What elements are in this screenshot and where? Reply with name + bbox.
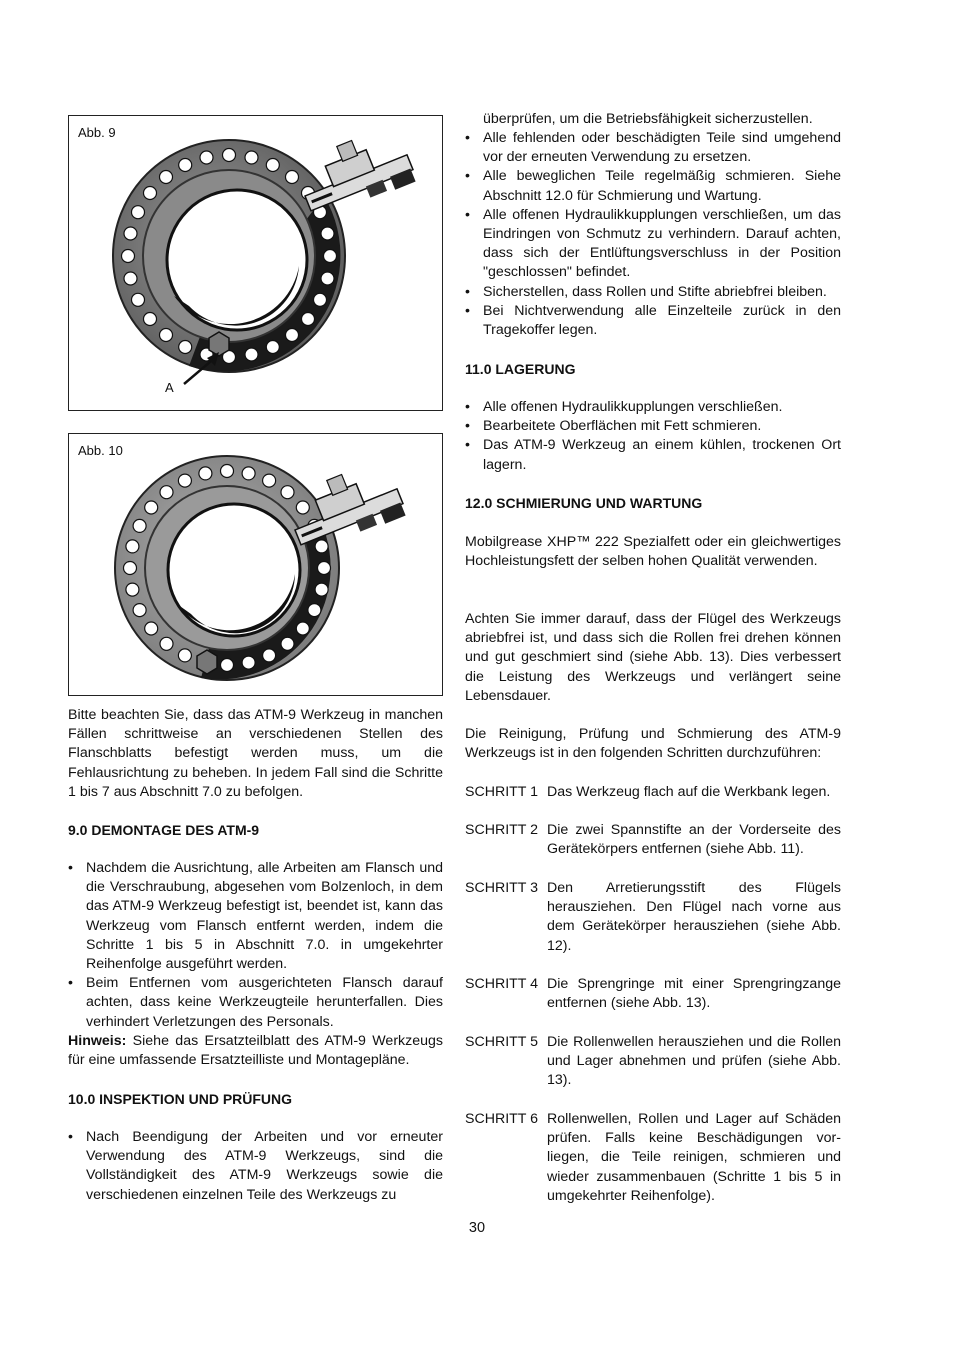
- list-item: • Das ATM-9 Werkzeug an einem kühlen, trockenen Ort lagern.: [465, 436, 841, 474]
- bolt-hole: [286, 329, 299, 342]
- step-text: Die Rollenwellen herausziehen und die Rollen und Lager abnehmen und prüfen (siehe Abb. 13).: [547, 1034, 841, 1089]
- step-5: [465, 1033, 841, 1091]
- section-9-bullets: [68, 859, 443, 1032]
- bolt-hole: [318, 562, 331, 575]
- bolt-hole: [178, 474, 191, 487]
- step-text: Den Arretierungsstift des Flügels herausziehen. Den Flügel nach vorne aus dem Gerätekörper herausziehen (siehe Abb. 12).: [547, 880, 841, 954]
- bolt-hole: [281, 486, 294, 499]
- bolt-hole: [144, 187, 157, 200]
- bolt-hole: [302, 313, 315, 326]
- bolt-hole: [245, 151, 258, 164]
- bolt-hole: [160, 171, 173, 184]
- note-text: Siehe das Ersatzteilblatt des ATM-9 Werkzeugs für eine umfassende Ersatzteilliste und Montagepläne.: [68, 1033, 443, 1069]
- step-4: [465, 975, 841, 1013]
- list-item: • Nach Beendigung der Arbeiten und vor erneuter Verwendung des ATM-9 Werkzeugs, sind die Vollständigkeit des ATM-9 Werkzeugs sowie die verschiedenen einzelnen Teile des Werkzeugs zu: [68, 1128, 443, 1205]
- section-12-paragraph-2: Achten Sie immer darauf, dass der Flügel des Werkzeugs abriebfrei ist, und dass sich die Rollen frei drehen können und gut geschmiert sind (siehe Abb. 13). Dies verbessert die Leistung des Werkzeugs und verlängert seine Lebensdauer.: [465, 611, 841, 704]
- section-10-bullets: [68, 1128, 443, 1205]
- bolt-hole: [122, 250, 135, 263]
- bolt-hole: [242, 467, 255, 480]
- bolt-hole: [245, 348, 258, 361]
- heading-section-10: 10.0 INSPEKTION UND PRÜFUNG: [68, 1091, 293, 1107]
- bolt-hole: [221, 659, 234, 672]
- bolt-hole: [160, 486, 173, 499]
- bolt-hole: [133, 604, 146, 617]
- figure-label: Abb. 9: [78, 125, 116, 140]
- step-3: [465, 879, 841, 956]
- bolt-hole: [321, 227, 334, 240]
- bolt-hole: [132, 206, 145, 219]
- list-item: • Nachdem die Ausrichtung, alle Arbeiten am Flansch und die Verschraubung, abgesehen vom Bolzenloch, in dem das ATM-9 Werkzeug befestigt ist, beendet ist, kann das Werkzeug vom Flansch entfernt werden, indem die Schritte 1 bis 5 in Abschnitt 7.0. in umgekehrter Reihenfolge ausgeführt werden.: [68, 859, 443, 974]
- flange-tool-illustration: [69, 434, 444, 697]
- section-12-paragraph-3: Die Reinigung, Prüfung und Schmierung des ATM-9 Werkzeugs ist in den folgenden Schritten durchzuführen:: [465, 726, 841, 762]
- bolt-hole: [223, 149, 236, 162]
- bolt-hole: [266, 341, 279, 354]
- note-label: Hinweis:: [68, 1033, 127, 1049]
- figure-label: Abb. 10: [78, 443, 123, 458]
- step-label: SCHRITT 4: [465, 976, 539, 992]
- bolt-hole: [281, 637, 294, 650]
- step-label: SCHRITT 6: [465, 1111, 539, 1127]
- heading-section-11: 11.0 LAGERUNG: [465, 361, 576, 377]
- bolt-hole: [324, 250, 337, 263]
- step-label: SCHRITT 2: [465, 822, 539, 838]
- bolt-hole: [145, 622, 158, 635]
- list-item: • Alle offenen Hydraulikkupplungen verschließen, um das Eindringen von Schmutz zu verhindern. Darauf achten, dass sich der Entlüftungsverschluss in der Position "geschlossen" befindet.: [465, 206, 841, 283]
- bolt-hole: [160, 329, 173, 342]
- section-11-bullets: [465, 398, 841, 475]
- list-item: • Beim Entfernen vom ausgerichteten Flansch darauf achten, dass keine Werkzeugteile herunterfallen. Dies verhindert Verletzungen des Personals.: [68, 974, 443, 1032]
- step-text: Die Sprengringe mit einer Sprengringzange entfernen (siehe Abb. 13).: [547, 976, 841, 1012]
- bolt-hole: [126, 540, 139, 553]
- list-item: • Alle fehlenden oder beschädigten Teile sind umgehend vor der erneuten Verwendung zu ersetzen.: [465, 129, 841, 167]
- bolt-hole: [308, 604, 321, 617]
- figure-abb-10: [68, 433, 443, 696]
- bolt-hole: [160, 637, 173, 650]
- note-paragraph: [68, 1032, 443, 1070]
- step-label: SCHRITT 5: [465, 1034, 539, 1050]
- step-6: [465, 1110, 841, 1206]
- bolt-hole: [133, 519, 146, 532]
- bolt-hole: [199, 467, 212, 480]
- bolt-hole: [145, 501, 158, 514]
- bolt-hole: [286, 171, 299, 184]
- bolt-hole: [221, 465, 234, 478]
- step-1: [465, 783, 841, 802]
- continuation-text: überprüfen, um die Betriebsfähigkeit sicherzustellen.: [483, 111, 813, 127]
- bolt-hole: [200, 151, 213, 164]
- bolt-hole: [124, 272, 137, 285]
- page-number: 30: [468, 1220, 486, 1236]
- intro-paragraph: Bitte beachten Sie, dass das ATM-9 Werkzeug in manchen Fällen schrittweise an verschiedenen Stellen des Flanschblatts befestigt werden muss, um die Fehlausrichtung zu beheben. In jedem Fall sind die Schritte 1 bis 7 aus Abschnitt 7.0 zu befolgen.: [68, 707, 443, 800]
- bolt-hole: [179, 341, 192, 354]
- list-item: • Alle offenen Hydraulikkupplungen verschließen.: [465, 398, 841, 417]
- step-2: [465, 821, 841, 859]
- bolt-hole: [242, 656, 255, 669]
- step-label: SCHRITT 1: [465, 784, 539, 800]
- list-item: • Sicherstellen, dass Rollen und Stifte abriebfrei bleiben.: [465, 283, 841, 302]
- figure-marker-a: A: [165, 380, 174, 395]
- bolt-hole: [144, 313, 157, 326]
- section-12-paragraph-1: Mobilgrease XHP™ 222 Spezialfett oder ein gleichwertiges Hochleistungsfett der selben hohen Qualität verwenden.: [465, 534, 841, 570]
- flange-tool-illustration: [69, 116, 444, 412]
- section-10-bullets-continued: [465, 129, 841, 340]
- step-text: Rollenwellen, Rollen und Lager auf Schäden prüfen. Falls keine Beschädigungen vor-liegen, die Teile reinigen, schmieren und wieder zusammenbauen (Schritte 1 bis 5 in umgekehrter Reihenfolge).: [547, 1111, 841, 1204]
- bolt-hole: [126, 583, 139, 596]
- list-item: • Bei Nichtverwendung alle Einzelteile zurück in den Tragekoffer legen.: [465, 302, 841, 340]
- bolt-hole: [263, 474, 276, 487]
- bolt-hole: [266, 159, 279, 172]
- step-label: SCHRITT 3: [465, 880, 539, 896]
- bolt-hole: [178, 649, 191, 662]
- list-item: • Bearbeitete Oberflächen mit Fett schmieren.: [465, 417, 841, 436]
- heading-section-12: 12.0 SCHMIERUNG UND WARTUNG: [465, 495, 703, 511]
- list-item: • Alle beweglichen Teile regelmäßig schmieren. Siehe Abschnitt 12.0 für Schmierung und Wartung.: [465, 167, 841, 205]
- bolt-hole: [321, 272, 334, 285]
- bolt-hole: [296, 622, 309, 635]
- bolt-hole: [179, 159, 192, 172]
- step-text: Das Werkzeug flach auf die Werkbank legen.: [547, 784, 831, 800]
- bolt-hole: [315, 583, 328, 596]
- heading-section-9: 9.0 DEMONTAGE DES ATM-9: [68, 822, 260, 838]
- bolt-hole: [132, 293, 145, 306]
- bolt-hole: [124, 562, 137, 575]
- figure-abb-9: [68, 115, 443, 411]
- bolt-hole: [263, 649, 276, 662]
- bolt-hole: [296, 501, 309, 514]
- bolt-hole: [315, 540, 328, 553]
- bolt-hole: [124, 227, 137, 240]
- step-text: Die zwei Spannstifte an der Vorderseite des Gerätekörpers entfernen (siehe Abb. 11).: [547, 822, 841, 858]
- bolt-hole: [314, 293, 327, 306]
